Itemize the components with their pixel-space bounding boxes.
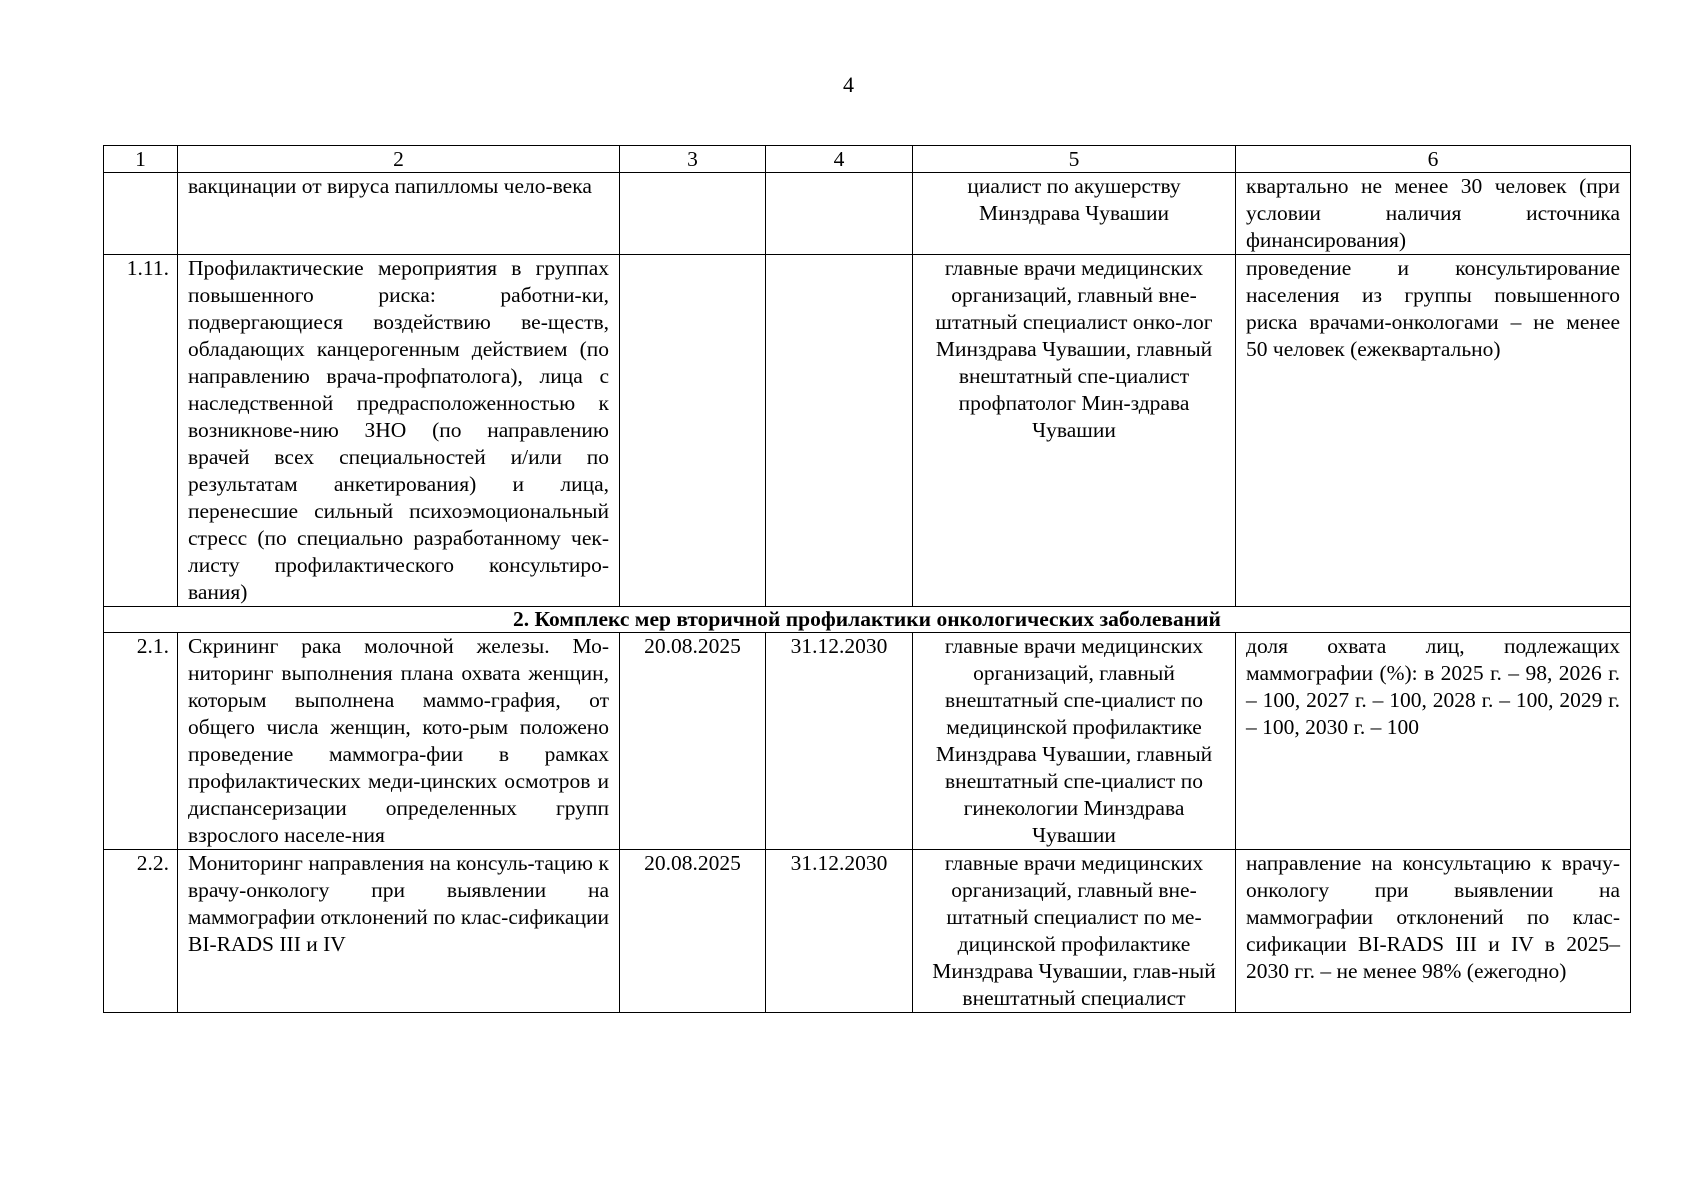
start-date-cell [620,173,766,255]
indicator-cell: проведение и консультирование населения из группы повышенного риска врачами-онкологами – не менее 50 человек (ежеквартально) [1236,255,1631,607]
end-date-cell [766,255,913,607]
row-number: 2.2. [104,850,178,1013]
table-row [104,173,1631,255]
table-row [104,255,1631,607]
indicator-cell: направление на консультацию к врачу-онкологу при выявлении на маммографии отклонений по клас-сификации BI-RADS III и IV в 2025–2030 гг. – не менее 98% (ежегодно) [1236,850,1631,1013]
start-date-cell: 20.08.2025 [620,850,766,1013]
row-number: 2.1. [104,633,178,850]
start-date-cell: 20.08.2025 [620,633,766,850]
table-row [104,850,1631,1013]
table-row [104,633,1631,850]
measures-table [103,145,1631,1013]
column-number-header-row [104,146,1631,173]
column-header: 4 [766,146,913,173]
row-number [104,173,178,255]
indicator-cell: квартально не менее 30 человек (при условии наличия источника финансирования) [1236,173,1631,255]
activity-cell [178,173,620,255]
page-number: 4 [843,72,854,97]
end-date-cell: 31.12.2030 [766,850,913,1013]
activity-cell: Мониторинг направления на консуль-тацию к врачу-онкологу при выявлении на маммографии отклонений по клас-сификации BI-RADS III и IV [178,850,620,1013]
activity-text: вакцинации от вируса папилломы чело-века [188,174,592,198]
section-heading-row [104,607,1631,633]
activity-cell: Скрининг рака молочной железы. Мо-ниторинг выполнения плана охвата женщин, которым выполнена маммо-графия, от общего числа женщин, кото-рым положено проведение маммогра-фии в рамках профилактических меди-цинских осмотров и диспансеризации определенных групп взрослого населе-ния [178,633,620,850]
column-header: 3 [620,146,766,173]
responsible-cell: главные врачи медицинских организаций, главный вне-штатный специалист онко-лог Минздрава Чувашии, главный внештатный спе-циалист профпатолог Мин-здрава Чувашии [913,255,1236,607]
column-header: 2 [178,146,620,173]
column-header: 5 [913,146,1236,173]
start-date-cell [620,255,766,607]
end-date-cell: 31.12.2030 [766,633,913,850]
indicator-cell: доля охвата лиц, подлежащих маммографии (%): в 2025 г. – 98, 2026 г. – 100, 2027 г. – 100, 2028 г. – 100, 2029 г. – 100, 2030 г. – 100 [1236,633,1631,850]
end-date-cell [766,173,913,255]
column-header: 1 [104,146,178,173]
section-title: 2. Комплекс мер вторичной профилактики онкологических заболеваний [104,607,1631,633]
responsible-cell: главные врачи медицинских организаций, главный вне-штатный специалист по ме-дицинской профилактике Минздрава Чувашии, глав-ный внештатный специалист [913,850,1236,1013]
row-number: 1.11. [104,255,178,607]
activity-cell: Профилактические мероприятия в группах повышенного риска: работни-ки, подвергающиеся воздействию ве-ществ, обладающих канцерогенным действием (по направлению врача-профпатолога), лица с наследственной предрасположенностью к возникнове-нию ЗНО (по направлению врачей всех специальностей и/или по результатам анкетирования) и лица, перенесшие сильный психоэмоциональный стресс (по специально разработанному чек-листу профилактического консультиро-вания) [178,255,620,607]
column-header: 6 [1236,146,1631,173]
responsible-cell: циалист по акушерству Минздрава Чувашии [913,173,1236,255]
responsible-cell: главные врачи медицинских организаций, главный внештатный спе-циалист по медицинской профилактике Минздрава Чувашии, главный внештатный спе-циалист по гинекологии Минздрава Чувашии [913,633,1236,850]
